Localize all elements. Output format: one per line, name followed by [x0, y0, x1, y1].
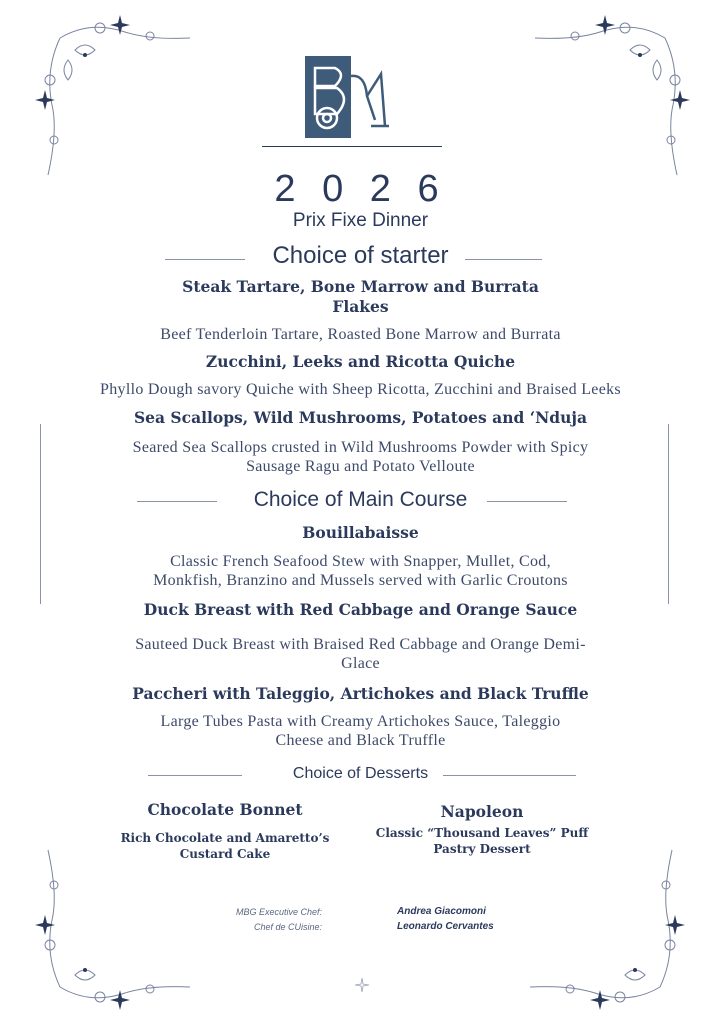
sparkle-icon — [355, 978, 369, 992]
dish-description: Beef Tenderloin Tartare, Roasted Bone Marrow and Burrata — [160, 326, 561, 343]
starters-heading: Choice of starter — [272, 242, 449, 269]
credit-role: MBG Executive Chef: — [235, 907, 322, 917]
corner-ornament-top-right — [520, 10, 695, 190]
dish-name: Paccheri with Taleggio, Artichokes and Black Truffle — [132, 684, 589, 703]
dish-description: Cheese and Black Truffle — [275, 732, 446, 749]
desserts-heading: Choice of Desserts — [292, 765, 429, 782]
dessert-description: Rich Chocolate and Amaretto’s — [120, 831, 330, 845]
credit-role: Chef de CUisine: — [253, 922, 322, 932]
corner-ornament-bottom-left — [30, 840, 205, 1015]
dish-description: Sausage Ragu and Potato Velloute — [246, 458, 475, 475]
dish-name: Steak Tartare, Bone Marrow and Burrata — [182, 277, 539, 296]
dish-description: Monkfish, Branzino and Mussels served with Garlic Croutons — [153, 572, 568, 589]
dish-description: Phyllo Dough savory Quiche with Sheep Ricotta, Zucchini and Braised Leeks — [100, 381, 621, 398]
dessert-description: Pastry Dessert — [433, 842, 531, 856]
dish-description: Classic French Seafood Stew with Snapper, Mullet, Cod, — [170, 553, 551, 570]
dessert-description: Custard Cake — [179, 847, 271, 861]
restaurant-monogram-logo — [305, 56, 391, 140]
corner-ornament-top-left — [30, 10, 205, 190]
dessert-name: Chocolate Bonnet — [147, 800, 303, 819]
mains-heading: Choice of Main Course — [253, 488, 468, 511]
corner-ornament-bottom-right — [515, 840, 690, 1015]
credit-name: Leonardo Cervantes — [397, 921, 494, 932]
dessert-name: Napoleon — [440, 802, 524, 821]
dessert-description: Classic “Thousand Leaves” Puff — [375, 826, 589, 840]
logo-underline — [262, 146, 442, 147]
dish-description: Sauteed Duck Breast with Braised Red Cabbage and Orange Demi- — [135, 636, 586, 653]
dish-name: Flakes — [332, 297, 389, 316]
dish-description: Glace — [341, 655, 380, 672]
dish-description: Seared Sea Scallops crusted in Wild Mushrooms Powder with Spicy — [132, 439, 589, 456]
dish-name: Zucchini, Leeks and Ricotta Quiche — [205, 352, 516, 371]
dish-description: Large Tubes Pasta with Creamy Artichokes Sauce, Taleggio — [160, 713, 561, 730]
dish-name: Duck Breast with Red Cabbage and Orange Sauce — [143, 600, 578, 619]
menu-year: 2 0 2 6 — [274, 168, 447, 210]
dish-name: Sea Scallops, Wild Mushrooms, Potatoes and ‘Nduja — [133, 408, 588, 427]
dish-name: Bouillabaisse — [302, 523, 419, 542]
credit-name: Andrea Giacomoni — [397, 906, 486, 917]
menu-title: Prix Fixe Dinner — [292, 210, 429, 231]
